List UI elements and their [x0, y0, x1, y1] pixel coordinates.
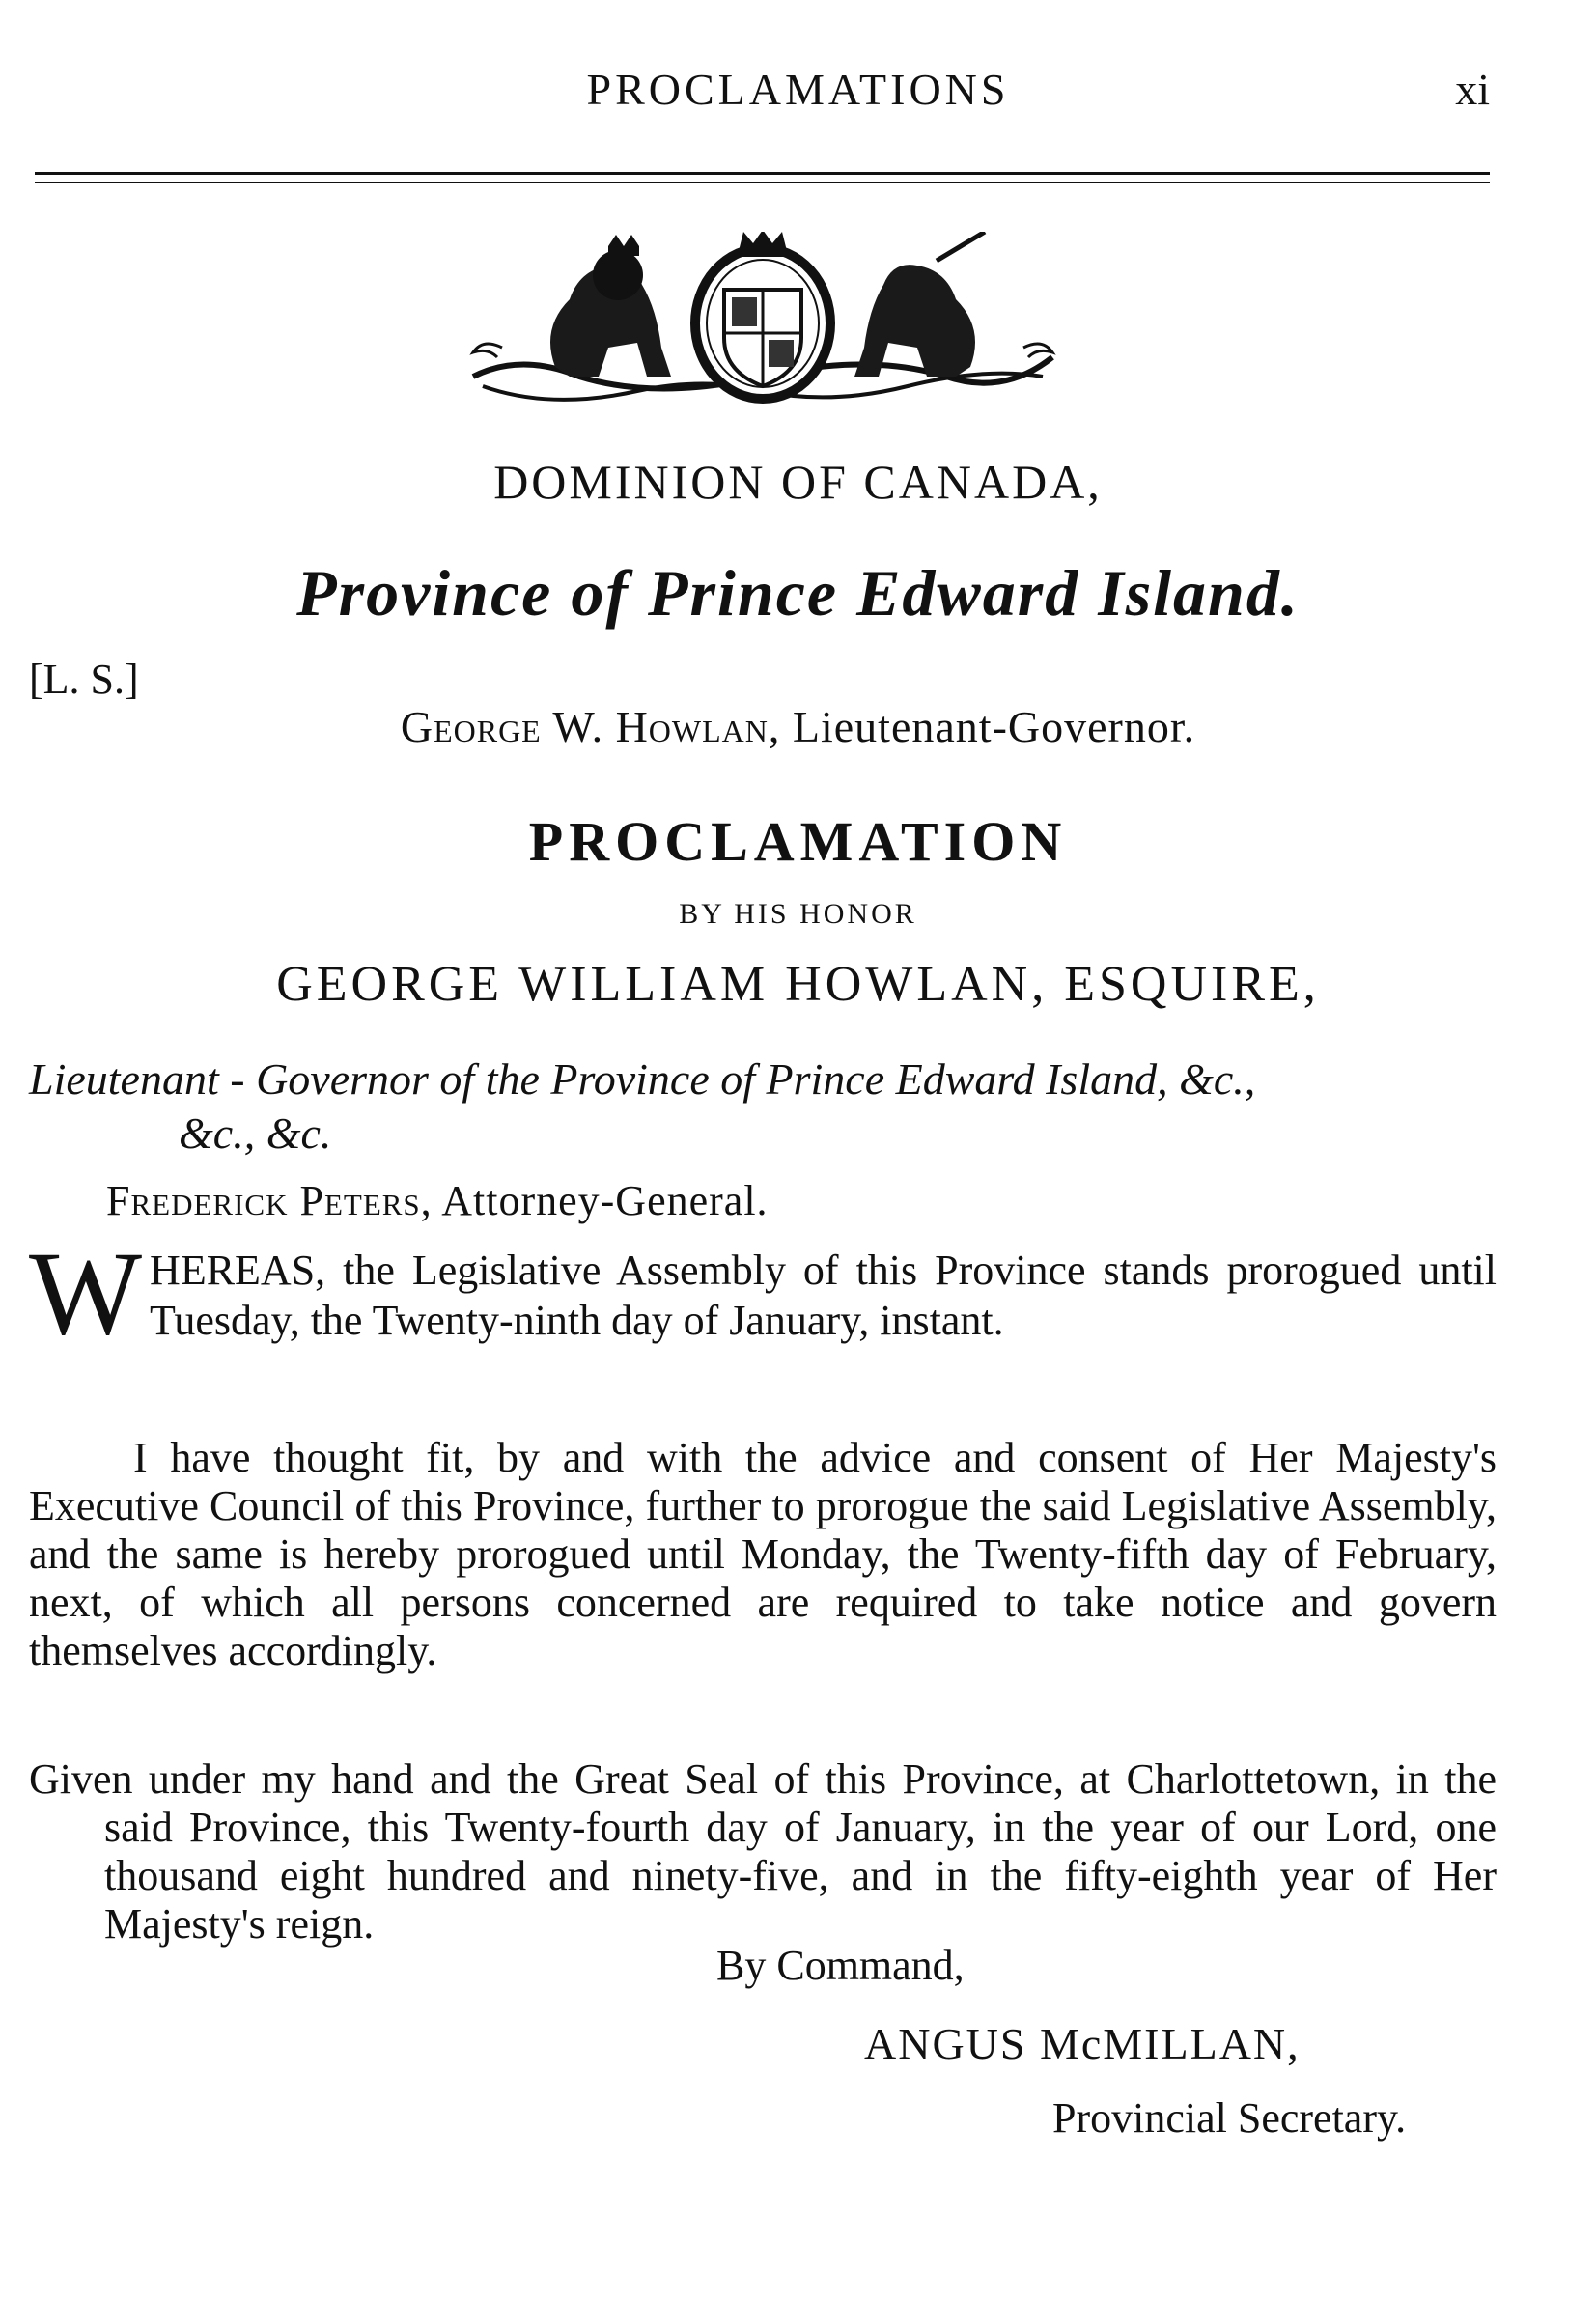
by-his-honor: BY HIS HONOR — [679, 898, 917, 930]
province-heading: Province of Prince Edward Island. — [296, 556, 1300, 630]
seal-mark: [L. S.] — [29, 656, 139, 703]
dominion-heading: DOMINION OF CANADA, — [493, 455, 1103, 509]
given-clause: Given under my hand and the Great Seal of this Province, at Charlottetown, in the said Province, this Twenty-fourth day of January, in the year of our Lord, one thousand eight hundred and ninety-five, and in the fifty-eighth year of Her Majesty's reign. — [29, 1755, 1497, 1948]
royal-coat-of-arms-icon — [463, 232, 1062, 406]
page-number: xi — [1455, 65, 1490, 114]
whereas-paragraph — [29, 1227, 1497, 1360]
header-rule-bottom — [35, 182, 1490, 183]
prorogation-paragraph: I have thought fit, by and with the advice and consent of Her Majesty's Executive Council of this Province, further to prorogue the said Legislative Assembly, and the same is hereby prorogued until Monday, the Twenty-fifth day of February, next, of which all persons concerned are required to take notice and govern themselves accordingly. — [29, 1434, 1497, 1674]
governor-line — [0, 701, 1596, 752]
drop-cap: W — [29, 1227, 143, 1360]
issuer-style-line-1: Lieutenant - Governor of the Province of Prince Edward Island, &c., — [29, 1054, 1256, 1104]
attorney-line — [106, 1176, 769, 1225]
proclamation-title: PROCLAMATION — [528, 810, 1068, 873]
whereas-text: HEREAS, the Legislative Assembly of this Province stands prorogued until Tuesday, the Twenty-ninth day of January, instant. — [150, 1247, 1497, 1344]
attorney-name: Frederick Peters — [106, 1177, 421, 1224]
signer-name: ANGUS McMILLAN, — [864, 2019, 1301, 2068]
header-rule-top — [35, 172, 1490, 175]
issuer-style-line-2: &c., &c. — [179, 1108, 332, 1158]
running-head: PROCLAMATIONS — [586, 65, 1010, 114]
attorney-title: , Attorney-General. — [420, 1177, 769, 1224]
governor-name: George W. Howlan — [400, 702, 769, 751]
signer-title: Provincial Secretary. — [1052, 2094, 1407, 2142]
by-command: By Command, — [716, 1942, 965, 1989]
issuer-name: GEORGE WILLIAM HOWLAN, ESQUIRE, — [276, 957, 1320, 1012]
issuer-style — [29, 1052, 1497, 1161]
governor-title: , Lieutenant-Governor. — [768, 702, 1196, 751]
